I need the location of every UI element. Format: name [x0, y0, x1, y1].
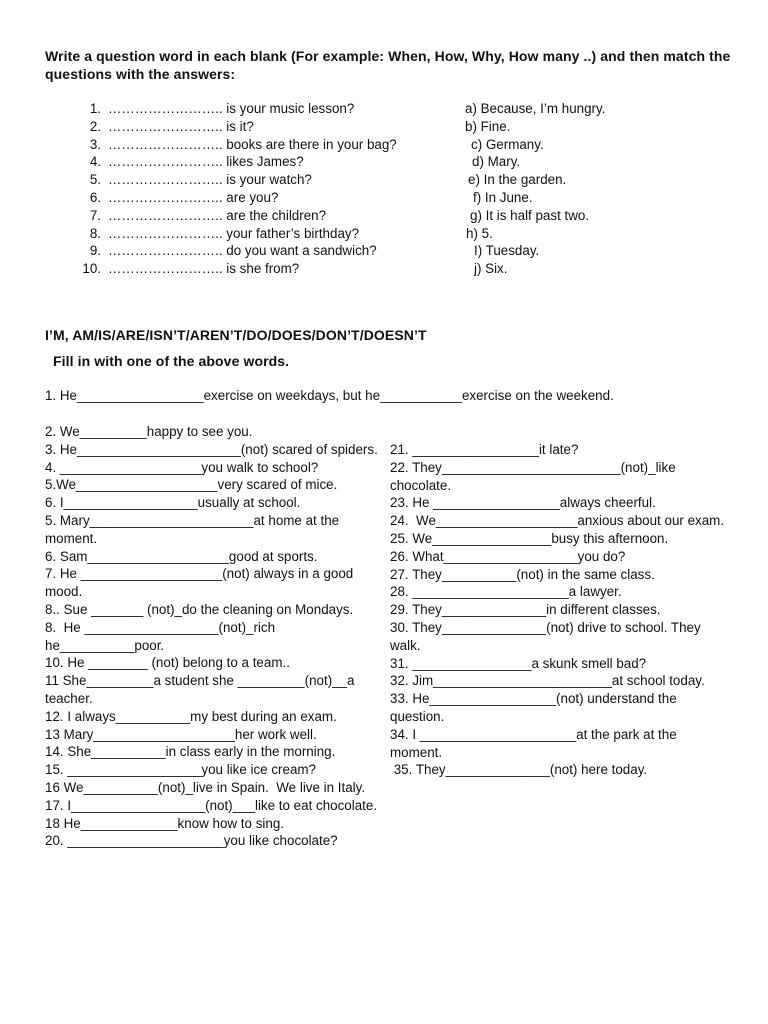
question-number: 6. [89, 189, 101, 205]
question-number: 1. [89, 101, 101, 116]
exercise-item: 8. He __________________(not)_rich he__________poor. [45, 619, 279, 653]
question-text: …………………….. do you want a sandwich? [108, 243, 377, 259]
question-text: …………………….. your father’s birthday? [108, 225, 360, 241]
exercise-item: 34. I _____________________at the park at the moment. [390, 726, 681, 760]
question-text: …………………….. is your watch? [108, 172, 312, 188]
exercise-item: 28. _____________________a lawyer. [390, 584, 622, 600]
answer-option: I) Tuesday. [474, 243, 540, 259]
question-number: 9. [89, 243, 101, 259]
section1-instructions: Write a question word in each blank (For example: When, How, Why, How many ..) and then match the questions with the answers: [45, 48, 731, 82]
exercise-item: 2. We_________happy to see you. [45, 424, 253, 439]
question-number: 4. [89, 154, 101, 170]
exercise-item: 17. I__________________(not)___like to eat chocolate. [45, 797, 378, 813]
question-row [0, 242, 768, 260]
section2-title: I’M, AM/IS/ARE/ISN’T/AREN’T/DO/DOES/DON’T/DOESN’T [45, 327, 427, 343]
question-row [0, 225, 768, 243]
question-row [0, 118, 768, 136]
exercise-item: 16 We__________(not)_live in Spain. We live in Italy. [45, 779, 366, 795]
exercise-item: 5.We___________________very scared of mice. [45, 477, 338, 493]
question-match-list [0, 100, 768, 278]
exercise-item: 18 He_____________know how to sing. [45, 815, 284, 831]
exercise-item: 5. Mary______________________at home at the moment. [45, 512, 343, 546]
exercise-item: 11 She_________a student she _________(not)__a teacher. [45, 673, 359, 706]
exercise-item: 13 Mary___________________her work well. [45, 726, 317, 742]
question-row [0, 136, 768, 154]
exercise-item: 25. We________________busy this afternoon. [390, 530, 669, 546]
answer-option: b) Fine. [465, 118, 511, 134]
exercise-item: 30. They______________(not) drive to school. They walk. [390, 619, 705, 653]
question-number: 8. [89, 225, 101, 241]
exercise-item: 7. He ___________________(not) always in a good mood. [45, 566, 357, 600]
left-exercise-column [45, 423, 381, 850]
answer-option: c) Germany. [471, 136, 544, 152]
question-row [0, 189, 768, 207]
answer-option: d) Mary. [472, 154, 521, 170]
answer-option: g) It is half past two. [470, 207, 590, 223]
question-number: 2. [89, 118, 101, 134]
exercise-item: 35. They______________(not) here today. [390, 762, 648, 778]
exercise-item: 33. He_________________(not) understand the question. [390, 691, 681, 724]
exercise-item: 8.. Sue _______ (not)_do the cleaning on Mondays. [45, 601, 354, 617]
exercise-item: 14. She__________in class early in the morning. [45, 744, 336, 760]
question-number: 10. [82, 261, 101, 277]
question-text: …………………….. are you? [108, 189, 279, 205]
question-text: …………………….. is it? [108, 118, 254, 134]
answer-option: f) In June. [473, 189, 533, 205]
exercise-item: 22. They________________________(not)_like chocolate. [390, 459, 680, 493]
question-row [0, 153, 768, 171]
exercise-item: 10. He ________ (not) belong to a team.. [45, 655, 290, 671]
exercise-item: 20. _____________________you like chocolate? [45, 833, 338, 849]
question-text: …………………….. are the children? [108, 207, 327, 223]
answer-option: j) Six. [474, 261, 508, 277]
answer-option: a) Because, I’m hungry. [465, 101, 606, 116]
exercise-item: 26. What__________________you do? [390, 548, 626, 564]
exercise-item: 12. I always__________my best during an exam. [45, 708, 337, 724]
exercise-item: 23. He _________________always cheerful. [390, 495, 656, 511]
exercise-item: 24. We___________________anxious about our exam. [390, 513, 725, 529]
question-number: 3. [89, 136, 101, 152]
question-row [0, 260, 768, 278]
question-text: …………………….. is she from? [108, 261, 300, 277]
question-row [0, 171, 768, 189]
question-number: 7. [89, 207, 101, 223]
question-text: …………………….. likes James? [108, 154, 304, 170]
question-number: 5. [89, 172, 101, 188]
exercise-item: 15. __________________you like ice cream? [45, 762, 316, 778]
question-row [0, 100, 768, 118]
question-text: …………………….. books are there in your bag? [108, 136, 397, 152]
exercise-item: 1. He_________________exercise on weekdays, but he___________exercise on the weekend. [45, 388, 614, 403]
question-row [0, 207, 768, 225]
exercise-item: 6. I__________________usually at school. [45, 495, 301, 511]
exercise-item: 6. Sam___________________good at sports. [45, 548, 318, 564]
answer-option: h) 5. [466, 225, 493, 241]
right-exercise-column [390, 441, 730, 779]
section2-instructions: Fill in with one of the above words. [53, 353, 290, 369]
exercise-item: 31. ________________a skunk smell bad? [390, 655, 647, 671]
exercise-item: 4. ___________________you walk to school? [45, 459, 319, 475]
question-text: …………………….. is your music lesson? [108, 101, 355, 116]
exercise-item: 29. They______________in different classes. [390, 602, 661, 618]
answer-option: e) In the garden. [468, 172, 567, 188]
exercise-item: 3. He______________________(not) scared of spiders. [45, 441, 378, 457]
exercise-item: 32. Jim________________________at school today. [390, 673, 705, 689]
exercise-item: 21. _________________it late? [390, 442, 579, 457]
exercise-item: 27. They__________(not) in the same class. [390, 566, 655, 582]
